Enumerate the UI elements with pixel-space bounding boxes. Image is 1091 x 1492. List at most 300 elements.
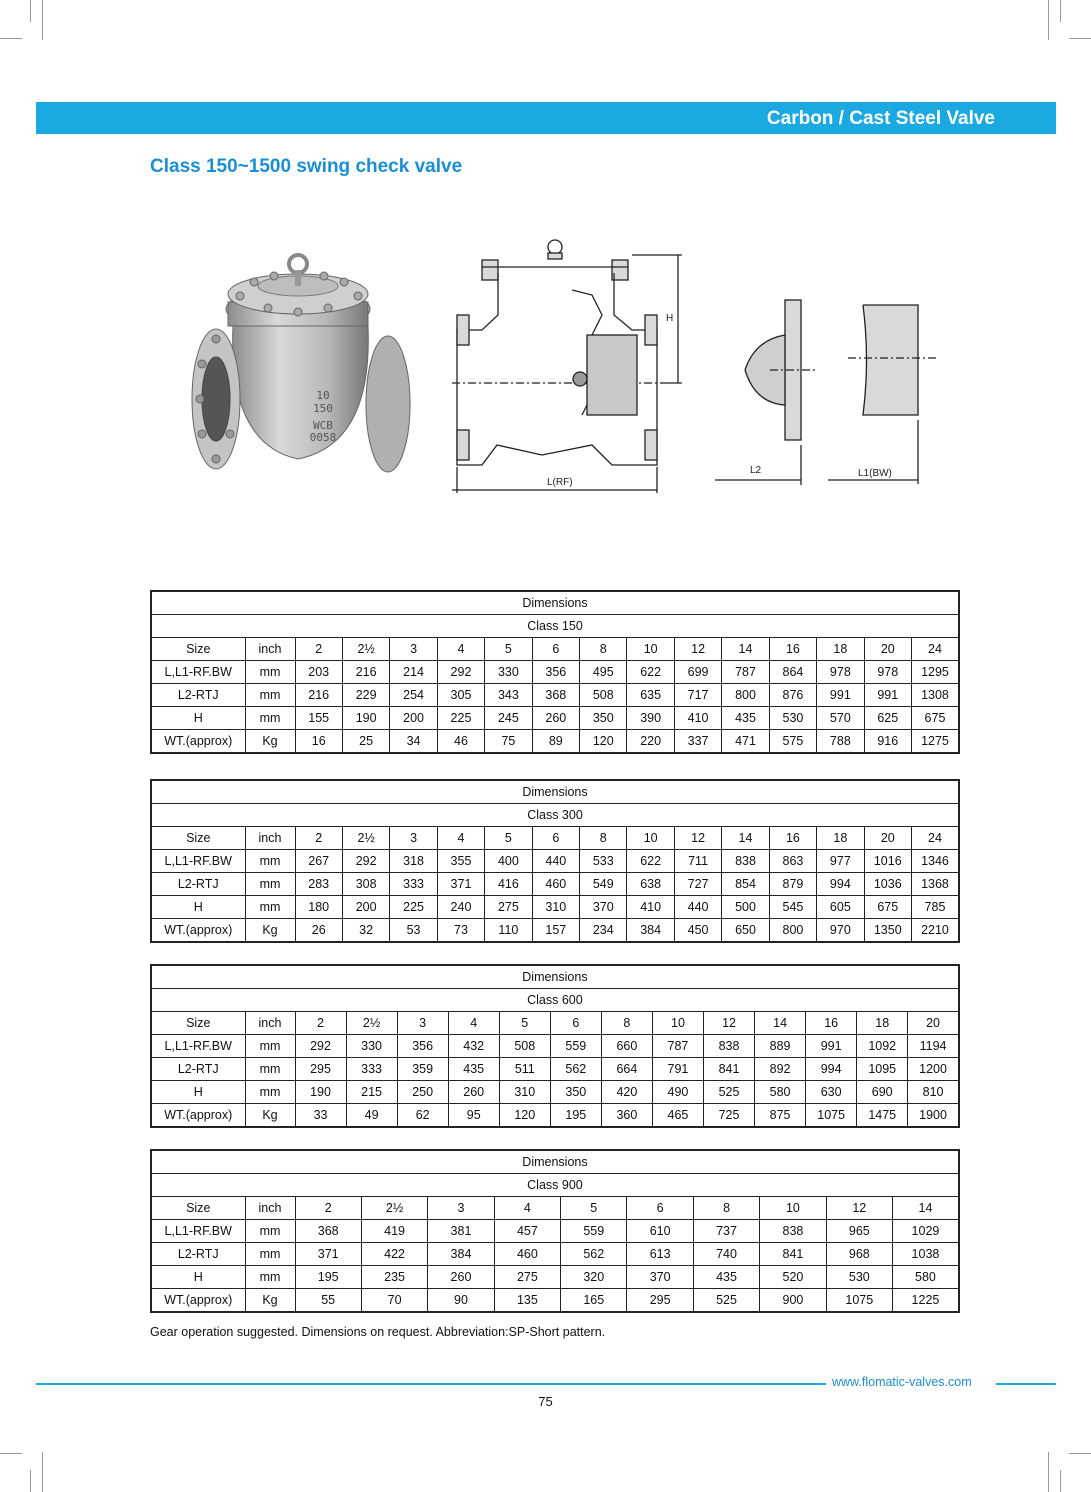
value-cell: 675 [911, 707, 958, 730]
row-unit-cell: mm [245, 896, 295, 919]
value-cell: 725 [704, 1104, 755, 1128]
size-cell: 6 [550, 1012, 601, 1035]
size-cell: 18 [817, 638, 864, 661]
size-cell: 8 [580, 827, 627, 850]
value-cell: 994 [817, 873, 864, 896]
value-cell: 788 [817, 730, 864, 754]
size-cell: 6 [532, 827, 579, 850]
value-cell: 1225 [893, 1289, 959, 1313]
crop-mark [42, 0, 43, 40]
value-cell: 1075 [806, 1104, 857, 1128]
value-cell: 245 [485, 707, 532, 730]
value-cell: 350 [580, 707, 627, 730]
size-cell: 2½ [346, 1012, 397, 1035]
value-cell: 465 [652, 1104, 703, 1128]
size-label-cell: Size [151, 1197, 245, 1220]
row-label-cell: L2-RTJ [151, 873, 245, 896]
value-cell: 675 [864, 896, 911, 919]
table-row [151, 707, 959, 730]
value-cell: 330 [485, 661, 532, 684]
dimensions-table-class-300 [150, 779, 960, 943]
value-cell: 359 [397, 1058, 448, 1081]
value-cell: 838 [722, 850, 769, 873]
size-cell: 8 [693, 1197, 759, 1220]
crop-mark [0, 1453, 22, 1454]
value-cell: 292 [295, 1035, 346, 1058]
footer-divider [996, 1383, 1056, 1385]
value-cell: 625 [864, 707, 911, 730]
size-cell: 3 [428, 1197, 494, 1220]
value-cell: 308 [342, 873, 389, 896]
value-cell: 610 [627, 1220, 693, 1243]
value-cell: 471 [722, 730, 769, 754]
value-cell: 337 [674, 730, 721, 754]
size-cell: 5 [485, 827, 532, 850]
value-cell: 214 [390, 661, 437, 684]
value-cell: 1350 [864, 919, 911, 943]
value-cell: 240 [437, 896, 484, 919]
value-cell: 49 [346, 1104, 397, 1128]
value-cell: 1346 [911, 850, 958, 873]
value-cell: 977 [817, 850, 864, 873]
table-header-row [151, 827, 959, 850]
value-cell: 545 [769, 896, 816, 919]
row-label-cell: L2-RTJ [151, 1058, 245, 1081]
valve-photo [188, 244, 418, 494]
value-cell: 965 [826, 1220, 892, 1243]
value-cell: 333 [390, 873, 437, 896]
size-cell: 2 [295, 1197, 361, 1220]
size-cell: 8 [601, 1012, 652, 1035]
value-cell: 1095 [857, 1058, 908, 1081]
table-row [151, 1081, 959, 1104]
row-unit-cell: mm [245, 1266, 295, 1289]
value-cell: 562 [550, 1058, 601, 1081]
table-row [151, 1058, 959, 1081]
size-cell: 3 [390, 827, 437, 850]
value-cell: 229 [342, 684, 389, 707]
value-cell: 1475 [857, 1104, 908, 1128]
table-row [151, 896, 959, 919]
size-cell: 24 [911, 827, 958, 850]
value-cell: 275 [485, 896, 532, 919]
crop-mark [1069, 38, 1091, 39]
value-cell: 863 [769, 850, 816, 873]
value-cell: 260 [428, 1266, 494, 1289]
footnote: Gear operation suggested. Dimensions on request. Abbreviation:SP-Short pattern. [150, 1325, 606, 1339]
value-cell: 1275 [911, 730, 958, 754]
value-cell: 203 [295, 661, 342, 684]
value-cell: 457 [494, 1220, 560, 1243]
value-cell: 520 [760, 1266, 826, 1289]
row-unit-cell: Kg [245, 919, 295, 943]
row-label-cell: WT.(approx) [151, 1104, 245, 1128]
row-unit-cell: mm [245, 1243, 295, 1266]
value-cell: 440 [532, 850, 579, 873]
row-label-cell: H [151, 1081, 245, 1104]
value-cell: 384 [428, 1243, 494, 1266]
size-cell: 18 [817, 827, 864, 850]
size-cell: 3 [390, 638, 437, 661]
value-cell: 1075 [826, 1289, 892, 1313]
table-row [151, 1243, 959, 1266]
value-cell: 55 [295, 1289, 361, 1313]
value-cell: 75 [485, 730, 532, 754]
value-cell: 368 [295, 1220, 361, 1243]
value-cell: 1308 [911, 684, 958, 707]
size-cell: 6 [532, 638, 579, 661]
value-cell: 991 [806, 1035, 857, 1058]
value-cell: 864 [769, 661, 816, 684]
value-cell: 559 [550, 1035, 601, 1058]
value-cell: 1200 [908, 1058, 959, 1081]
crop-mark [30, 1470, 31, 1492]
value-cell: 968 [826, 1243, 892, 1266]
value-cell: 381 [428, 1220, 494, 1243]
value-cell: 570 [817, 707, 864, 730]
value-cell: 360 [601, 1104, 652, 1128]
page-title: Class 150~1500 swing check valve [150, 156, 463, 177]
size-cell: 14 [722, 827, 769, 850]
row-label-cell: L,L1-RF.BW [151, 661, 245, 684]
value-cell: 73 [437, 919, 484, 943]
value-cell: 876 [769, 684, 816, 707]
table-row [151, 1104, 959, 1128]
value-cell: 650 [722, 919, 769, 943]
value-cell: 559 [561, 1220, 627, 1243]
value-cell: 1016 [864, 850, 911, 873]
size-label-cell: Size [151, 1012, 245, 1035]
value-cell: 283 [295, 873, 342, 896]
size-cell: 12 [674, 638, 721, 661]
row-unit-cell: Kg [245, 1104, 295, 1128]
value-cell: 1368 [911, 873, 958, 896]
value-cell: 635 [627, 684, 674, 707]
value-cell: 62 [397, 1104, 448, 1128]
row-label-cell: H [151, 1266, 245, 1289]
table-row [151, 1289, 959, 1313]
value-cell: 810 [908, 1081, 959, 1104]
value-cell: 305 [437, 684, 484, 707]
value-cell: 370 [627, 1266, 693, 1289]
row-label-cell: WT.(approx) [151, 919, 245, 943]
value-cell: 165 [561, 1289, 627, 1313]
value-cell: 400 [485, 850, 532, 873]
value-cell: 889 [755, 1035, 806, 1058]
crop-mark [42, 1452, 43, 1492]
crop-mark [1060, 1470, 1061, 1492]
value-cell: 785 [911, 896, 958, 919]
value-cell: 33 [295, 1104, 346, 1128]
size-cell: 12 [674, 827, 721, 850]
size-cell: 8 [580, 638, 627, 661]
row-label-cell: L2-RTJ [151, 1243, 245, 1266]
size-cell: 10 [627, 827, 674, 850]
value-cell: 875 [755, 1104, 806, 1128]
table-title: Dimensions [151, 1150, 959, 1174]
value-cell: 135 [494, 1289, 560, 1313]
row-label-cell: L,L1-RF.BW [151, 850, 245, 873]
value-cell: 89 [532, 730, 579, 754]
row-unit-cell: Kg [245, 730, 295, 754]
value-cell: 1036 [864, 873, 911, 896]
size-cell: 20 [864, 827, 911, 850]
size-cell: 20 [908, 1012, 959, 1035]
size-cell: 5 [499, 1012, 550, 1035]
header-title: Carbon / Cast Steel Valve [766, 108, 995, 129]
value-cell: 435 [722, 707, 769, 730]
value-cell: 533 [580, 850, 627, 873]
value-cell: 384 [627, 919, 674, 943]
unit-label-cell: inch [245, 1197, 295, 1220]
value-cell: 310 [499, 1081, 550, 1104]
value-cell: 25 [342, 730, 389, 754]
value-cell: 46 [437, 730, 484, 754]
value-cell: 410 [674, 707, 721, 730]
row-label-cell: L2-RTJ [151, 684, 245, 707]
table-row [151, 1035, 959, 1058]
table-row [151, 684, 959, 707]
value-cell: 333 [346, 1058, 397, 1081]
value-cell: 791 [652, 1058, 703, 1081]
size-cell: 5 [561, 1197, 627, 1220]
size-cell: 12 [826, 1197, 892, 1220]
value-cell: 70 [361, 1289, 427, 1313]
unit-label-cell: inch [245, 638, 295, 661]
value-cell: 216 [295, 684, 342, 707]
value-cell: 460 [494, 1243, 560, 1266]
value-cell: 267 [295, 850, 342, 873]
value-cell: 613 [627, 1243, 693, 1266]
rtj-end-drawing [715, 295, 820, 485]
table-class-label: Class 900 [151, 1174, 959, 1197]
size-cell: 24 [911, 638, 958, 661]
value-cell: 838 [704, 1035, 755, 1058]
value-cell: 295 [627, 1289, 693, 1313]
table-title: Dimensions [151, 965, 959, 989]
crop-mark [1048, 1452, 1049, 1492]
size-cell: 14 [755, 1012, 806, 1035]
value-cell: 660 [601, 1035, 652, 1058]
value-cell: 420 [601, 1081, 652, 1104]
value-cell: 190 [342, 707, 389, 730]
value-cell: 220 [627, 730, 674, 754]
size-cell: 10 [760, 1197, 826, 1220]
value-cell: 575 [769, 730, 816, 754]
value-cell: 355 [437, 850, 484, 873]
table-class-label: Class 150 [151, 615, 959, 638]
value-cell: 356 [397, 1035, 448, 1058]
row-label-cell: WT.(approx) [151, 730, 245, 754]
size-cell: 2½ [342, 638, 389, 661]
size-cell: 4 [448, 1012, 499, 1035]
crop-mark [1048, 0, 1049, 40]
value-cell: 260 [448, 1081, 499, 1104]
row-unit-cell: mm [245, 684, 295, 707]
value-cell: 854 [722, 873, 769, 896]
value-cell: 292 [342, 850, 389, 873]
value-cell: 120 [580, 730, 627, 754]
value-cell: 717 [674, 684, 721, 707]
size-cell: 14 [893, 1197, 959, 1220]
value-cell: 368 [532, 684, 579, 707]
value-cell: 664 [601, 1058, 652, 1081]
value-cell: 370 [580, 896, 627, 919]
size-cell: 2½ [361, 1197, 427, 1220]
value-cell: 525 [704, 1081, 755, 1104]
size-cell: 10 [627, 638, 674, 661]
row-unit-cell: mm [245, 1081, 295, 1104]
value-cell: 195 [295, 1266, 361, 1289]
value-cell: 841 [704, 1058, 755, 1081]
value-cell: 419 [361, 1220, 427, 1243]
row-label-cell: H [151, 896, 245, 919]
row-label-cell: L,L1-RF.BW [151, 1035, 245, 1058]
value-cell: 737 [693, 1220, 759, 1243]
size-cell: 16 [769, 638, 816, 661]
value-cell: 994 [806, 1058, 857, 1081]
value-cell: 225 [437, 707, 484, 730]
value-cell: 295 [295, 1058, 346, 1081]
value-cell: 630 [806, 1081, 857, 1104]
dimension-label-l2: L2 [750, 465, 762, 476]
crop-mark [1060, 0, 1061, 22]
dimensions-table-class-600 [150, 964, 960, 1128]
dimensions-table-class-150 [150, 590, 960, 754]
value-cell: 622 [627, 661, 674, 684]
value-cell: 460 [532, 873, 579, 896]
value-cell: 450 [674, 919, 721, 943]
photo-marking: 150 [313, 402, 333, 415]
size-cell: 4 [494, 1197, 560, 1220]
unit-label-cell: inch [245, 1012, 295, 1035]
value-cell: 900 [760, 1289, 826, 1313]
bw-end-drawing [828, 300, 938, 485]
value-cell: 200 [342, 896, 389, 919]
row-label-cell: L,L1-RF.BW [151, 1220, 245, 1243]
value-cell: 318 [390, 850, 437, 873]
table-class-label: Class 300 [151, 804, 959, 827]
crop-mark [0, 38, 22, 39]
value-cell: 1295 [911, 661, 958, 684]
value-cell: 215 [346, 1081, 397, 1104]
size-cell: 2 [295, 827, 342, 850]
row-label-cell: H [151, 707, 245, 730]
value-cell: 435 [693, 1266, 759, 1289]
size-cell: 2½ [342, 827, 389, 850]
value-cell: 157 [532, 919, 579, 943]
row-unit-cell: mm [245, 850, 295, 873]
size-cell: 16 [806, 1012, 857, 1035]
dimensions-table-class-900 [150, 1149, 960, 1313]
value-cell: 16 [295, 730, 342, 754]
table-row [151, 730, 959, 754]
size-cell: 5 [485, 638, 532, 661]
value-cell: 275 [494, 1266, 560, 1289]
value-cell: 195 [550, 1104, 601, 1128]
value-cell: 34 [390, 730, 437, 754]
table-header-row [151, 1012, 959, 1035]
value-cell: 235 [361, 1266, 427, 1289]
value-cell: 416 [485, 873, 532, 896]
value-cell: 580 [893, 1266, 959, 1289]
value-cell: 800 [722, 684, 769, 707]
value-cell: 120 [499, 1104, 550, 1128]
value-cell: 580 [755, 1081, 806, 1104]
value-cell: 490 [652, 1081, 703, 1104]
value-cell: 978 [864, 661, 911, 684]
size-cell: 12 [704, 1012, 755, 1035]
value-cell: 562 [561, 1243, 627, 1266]
value-cell: 155 [295, 707, 342, 730]
value-cell: 343 [485, 684, 532, 707]
value-cell: 90 [428, 1289, 494, 1313]
footer-divider [36, 1383, 826, 1385]
page-number: 75 [538, 1394, 553, 1409]
value-cell: 250 [397, 1081, 448, 1104]
value-cell: 190 [295, 1081, 346, 1104]
value-cell: 200 [390, 707, 437, 730]
row-label-cell: WT.(approx) [151, 1289, 245, 1313]
size-cell: 14 [722, 638, 769, 661]
size-cell: 2 [295, 638, 342, 661]
value-cell: 978 [817, 661, 864, 684]
value-cell: 508 [499, 1035, 550, 1058]
value-cell: 787 [652, 1035, 703, 1058]
value-cell: 511 [499, 1058, 550, 1081]
value-cell: 1194 [908, 1035, 959, 1058]
photo-marking: 0058 [309, 431, 337, 444]
value-cell: 699 [674, 661, 721, 684]
table-row [151, 873, 959, 896]
dimension-label-l1-bw: L1(BW) [858, 468, 892, 479]
value-cell: 690 [857, 1081, 908, 1104]
row-unit-cell: mm [245, 1035, 295, 1058]
value-cell: 26 [295, 919, 342, 943]
value-cell: 892 [755, 1058, 806, 1081]
size-cell: 16 [769, 827, 816, 850]
footer-url: www.flomatic-valves.com [832, 1375, 972, 1389]
crop-mark [30, 0, 31, 22]
row-unit-cell: Kg [245, 1289, 295, 1313]
row-unit-cell: mm [245, 707, 295, 730]
value-cell: 495 [580, 661, 627, 684]
value-cell: 1900 [908, 1104, 959, 1128]
table-row [151, 1220, 959, 1243]
value-cell: 508 [580, 684, 627, 707]
value-cell: 500 [722, 896, 769, 919]
value-cell: 916 [864, 730, 911, 754]
size-label-cell: Size [151, 827, 245, 850]
dimension-label-l-rf: L(RF) [547, 477, 573, 488]
photo-marking: 10 [316, 389, 330, 402]
size-cell: 4 [437, 638, 484, 661]
size-cell: 20 [864, 638, 911, 661]
size-cell: 4 [437, 827, 484, 850]
value-cell: 422 [361, 1243, 427, 1266]
value-cell: 991 [864, 684, 911, 707]
value-cell: 32 [342, 919, 389, 943]
value-cell: 1029 [893, 1220, 959, 1243]
unit-label-cell: inch [245, 827, 295, 850]
row-unit-cell: mm [245, 1058, 295, 1081]
value-cell: 95 [448, 1104, 499, 1128]
value-cell: 225 [390, 896, 437, 919]
value-cell: 800 [769, 919, 816, 943]
value-cell: 371 [437, 873, 484, 896]
value-cell: 371 [295, 1243, 361, 1266]
value-cell: 110 [485, 919, 532, 943]
